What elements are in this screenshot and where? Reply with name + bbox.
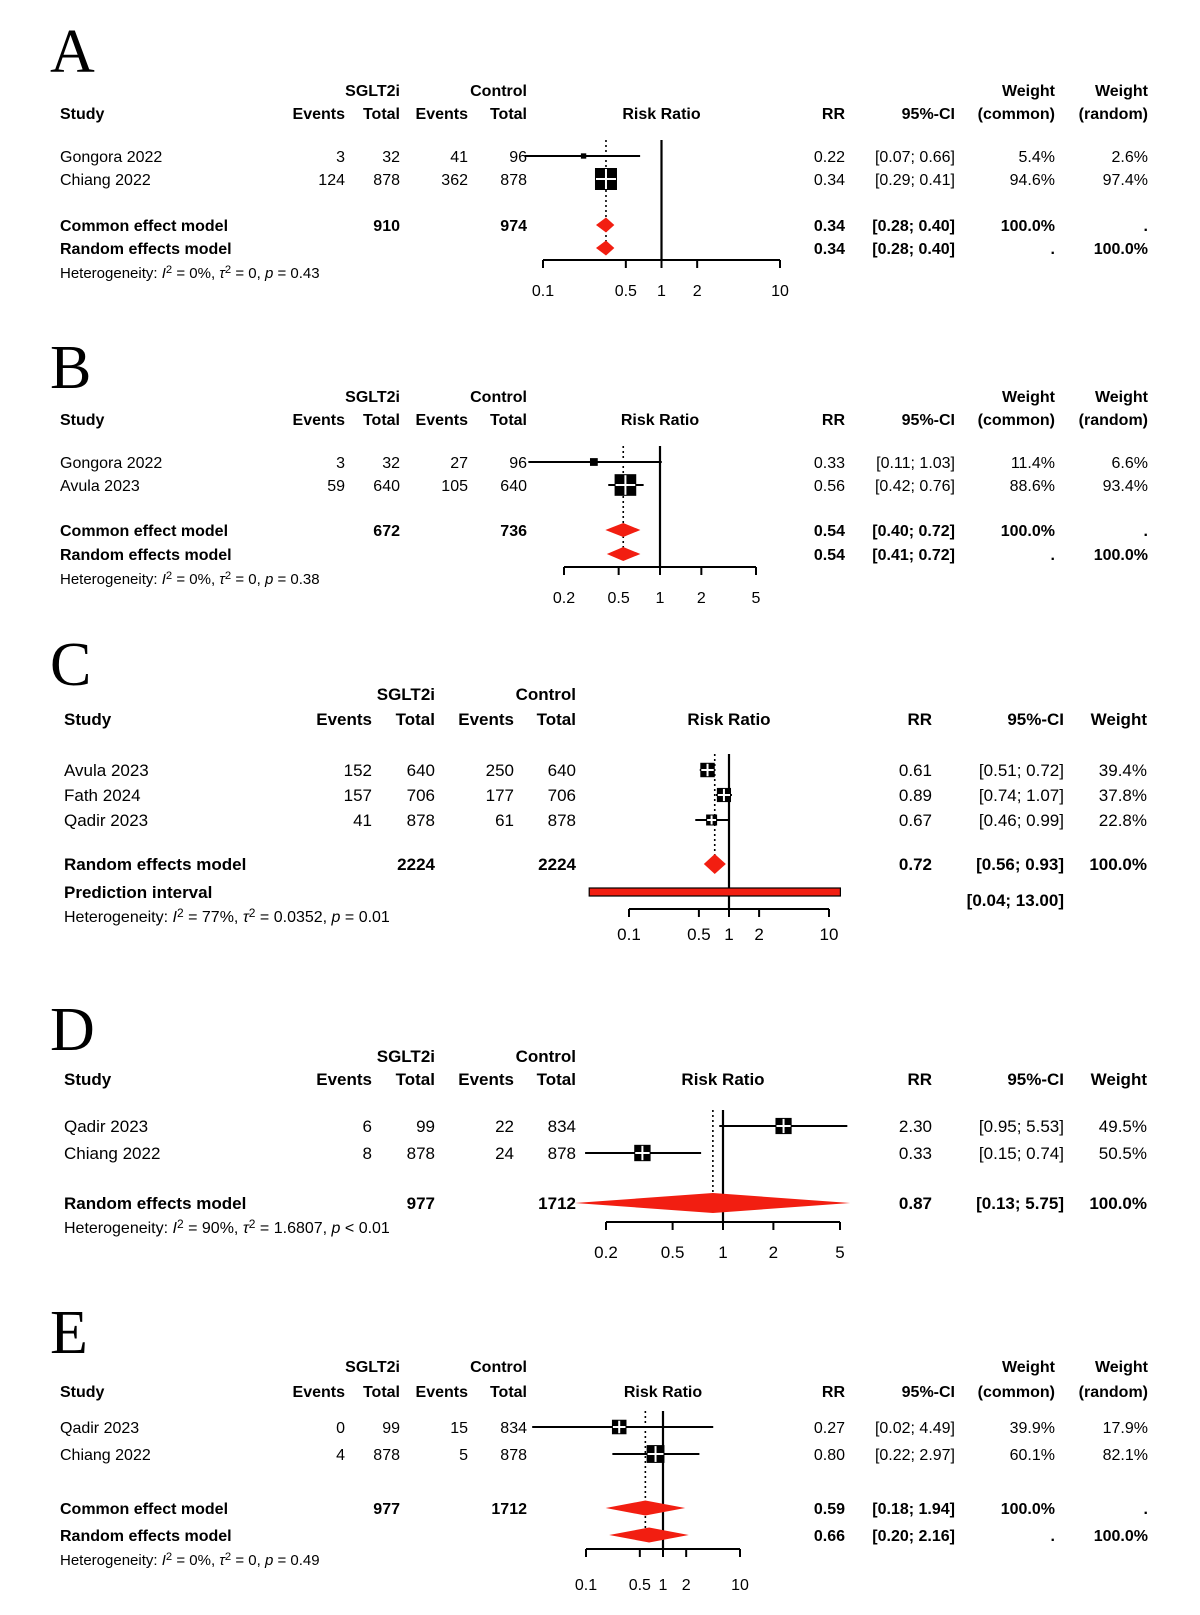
panel-label-A: A — [50, 18, 95, 86]
events-control: 24 — [495, 1144, 514, 1163]
model-weight-common: . — [1050, 241, 1055, 258]
model-ci-value: [0.41; 0.72] — [872, 547, 955, 564]
model-total-treatment: 672 — [373, 523, 400, 540]
study-name: Qadir 2023 — [60, 1420, 140, 1437]
pooled-effect-diamond — [606, 1501, 686, 1516]
column-header: Total — [395, 1070, 435, 1089]
ci-value: [0.15; 0.74] — [978, 1144, 1064, 1163]
total-treatment: 32 — [382, 149, 400, 166]
weight-random: 93.4% — [1102, 478, 1148, 495]
panel-E — [50, 1299, 1149, 1594]
column-header: Total — [395, 710, 435, 729]
panel-A — [50, 18, 1149, 300]
weight-common: 50.5% — [1098, 1144, 1147, 1163]
events-control: 5 — [459, 1447, 468, 1464]
pooled-effect-diamond — [596, 218, 614, 233]
model-weight-common: . — [1050, 1528, 1055, 1545]
events-control: 15 — [450, 1420, 468, 1437]
x-axis-tick-label: 0.5 — [660, 1243, 685, 1262]
column-header: Events — [458, 710, 514, 729]
column-header: Study — [60, 1384, 105, 1401]
total-treatment: 640 — [406, 761, 435, 780]
events-treatment: 41 — [353, 811, 372, 830]
column-header: Study — [64, 1070, 112, 1089]
model-ci-value: [0.56; 0.93] — [976, 855, 1064, 874]
column-header: 95%-CI — [1007, 1070, 1064, 1089]
model-label: Random effects model — [60, 241, 232, 258]
total-treatment: 640 — [373, 478, 400, 495]
ci-value: [0.42; 0.76] — [874, 478, 955, 495]
study-name: Gongora 2022 — [60, 455, 163, 472]
column-header: Events — [415, 1384, 468, 1401]
column-header: Study — [60, 106, 105, 123]
x-axis-tick-label: 1 — [718, 1243, 728, 1262]
rr-value: 0.61 — [898, 761, 932, 780]
column-header: (random) — [1078, 106, 1148, 123]
column-header: Weight — [1090, 710, 1147, 729]
column-group-header: SGLT2i — [345, 1359, 400, 1376]
x-axis-tick-label: 10 — [771, 283, 789, 300]
model-weight-common: 100.0% — [1000, 523, 1055, 540]
events-control: 250 — [485, 761, 514, 780]
weight-random: 2.6% — [1111, 149, 1148, 166]
events-treatment: 0 — [336, 1420, 345, 1437]
panel-C — [50, 631, 1147, 944]
total-control: 878 — [500, 1447, 527, 1464]
effect-measure-header: Risk Ratio — [620, 412, 700, 429]
model-label: Random effects model — [64, 855, 247, 874]
x-axis-tick-label: 0.1 — [531, 283, 555, 300]
model-total-control: 2224 — [538, 855, 576, 874]
column-group-header: Weight — [1001, 389, 1055, 406]
column-header: (common) — [977, 1384, 1055, 1401]
column-header: (random) — [1078, 1384, 1148, 1401]
column-header: (random) — [1078, 412, 1148, 429]
column-header: Events — [292, 412, 345, 429]
x-axis-tick-label: 2 — [681, 1577, 691, 1594]
ci-value: [0.02; 4.49] — [874, 1420, 955, 1437]
total-treatment: 706 — [406, 786, 435, 805]
column-header: Events — [292, 106, 345, 123]
weight-random: 6.6% — [1111, 455, 1148, 472]
events-control: 22 — [495, 1117, 514, 1136]
study-name: Avula 2023 — [60, 478, 140, 495]
model-total-treatment: 2224 — [397, 855, 435, 874]
model-rr-value: 0.34 — [813, 218, 845, 235]
weight-common: 11.4% — [1010, 455, 1055, 472]
ci-value: [0.74; 1.07] — [978, 786, 1064, 805]
panel-label-D: D — [50, 996, 95, 1064]
total-control: 834 — [547, 1117, 576, 1136]
column-group-header: SGLT2i — [376, 685, 435, 704]
column-header: Events — [292, 1384, 345, 1401]
model-total-control: 974 — [500, 218, 527, 235]
total-control: 706 — [547, 786, 576, 805]
column-header: Events — [458, 1070, 514, 1089]
total-treatment: 878 — [406, 811, 435, 830]
column-header: Total — [536, 1070, 576, 1089]
column-header: (common) — [977, 412, 1055, 429]
x-axis-tick-label: 2 — [768, 1243, 779, 1262]
total-control: 878 — [547, 1144, 576, 1163]
column-header: RR — [821, 412, 845, 429]
model-ci-value: [0.18; 1.94] — [872, 1501, 955, 1518]
rr-value: 0.33 — [813, 455, 845, 472]
x-axis-tick-label: 1 — [658, 1577, 668, 1594]
events-treatment: 8 — [362, 1144, 372, 1163]
x-axis-tick-label: 2 — [692, 283, 702, 300]
weight-common: 60.1% — [1009, 1447, 1055, 1464]
total-treatment: 878 — [373, 172, 400, 189]
total-control: 640 — [547, 761, 576, 780]
model-weight-random: . — [1143, 523, 1148, 540]
study-name: Gongora 2022 — [60, 149, 163, 166]
x-axis-tick-label: 1 — [657, 283, 666, 300]
events-control: 61 — [495, 811, 514, 830]
weight-common: 39.4% — [1098, 761, 1147, 780]
x-axis-tick-label: 1 — [724, 925, 734, 944]
model-total-control: 1712 — [538, 1194, 576, 1213]
pooled-effect-diamond — [607, 547, 641, 561]
total-control: 878 — [500, 172, 527, 189]
model-weight-random: 100.0% — [1093, 241, 1148, 258]
column-header: Total — [489, 1384, 527, 1401]
model-total-control: 1712 — [491, 1501, 527, 1518]
model-weight-common: 100.0% — [1000, 218, 1055, 235]
total-control: 834 — [500, 1420, 527, 1437]
events-treatment: 3 — [336, 455, 345, 472]
total-control: 878 — [547, 811, 576, 830]
x-axis-tick-label: 5 — [751, 590, 761, 607]
column-group-header: Control — [470, 83, 527, 100]
point-estimate-square — [590, 458, 598, 466]
column-header: Total — [489, 412, 527, 429]
column-group-header: Control — [470, 1359, 527, 1376]
model-ci-value: [0.20; 2.16] — [872, 1528, 955, 1545]
column-header: Total — [536, 710, 576, 729]
x-axis-tick-label: 0.1 — [617, 925, 641, 944]
events-treatment: 152 — [343, 761, 372, 780]
rr-value: 2.30 — [898, 1117, 932, 1136]
study-name: Chiang 2022 — [60, 1447, 151, 1464]
column-header: RR — [821, 106, 845, 123]
prediction-interval-label: Prediction interval — [64, 883, 213, 902]
panel-label-B: B — [50, 334, 92, 402]
panel-B — [50, 334, 1149, 607]
column-group-header: Weight — [1001, 1359, 1055, 1376]
rr-value: 0.89 — [898, 786, 932, 805]
x-axis-tick-label: 10 — [731, 1577, 749, 1594]
x-axis-tick-label: 5 — [835, 1243, 845, 1262]
events-treatment: 124 — [318, 172, 345, 189]
column-header: 95%-CI — [901, 1384, 955, 1401]
column-header: RR — [907, 710, 932, 729]
model-total-treatment: 977 — [373, 1501, 400, 1518]
study-name: Qadir 2023 — [64, 1117, 149, 1136]
model-total-treatment: 910 — [373, 218, 400, 235]
model-label: Random effects model — [64, 1194, 247, 1213]
column-header: Weight — [1090, 1070, 1147, 1089]
panel-label-E: E — [50, 1299, 88, 1367]
x-axis-tick-label: 0.1 — [574, 1577, 598, 1594]
model-weight-common: 100.0% — [1089, 855, 1147, 874]
pooled-effect-diamond — [596, 241, 614, 256]
column-header: Events — [316, 710, 372, 729]
events-treatment: 157 — [343, 786, 372, 805]
study-name: Chiang 2022 — [64, 1144, 161, 1163]
rr-value: 0.56 — [813, 478, 845, 495]
column-header: 95%-CI — [901, 412, 955, 429]
events-treatment: 3 — [336, 149, 345, 166]
x-axis-tick-label: 2 — [754, 925, 764, 944]
column-group-header: Control — [515, 1047, 576, 1066]
weight-random: 82.1% — [1102, 1447, 1148, 1464]
rr-value: 0.67 — [898, 811, 932, 830]
heterogeneity-stats: Heterogeneity: $I^2 = 0\%$, $\tau^2 = 0$, p = 0.38 — [60, 570, 320, 588]
model-weight-common: 100.0% — [1089, 1194, 1147, 1213]
model-ci-value: [0.28; 0.40] — [872, 218, 955, 235]
effect-measure-header: Risk Ratio — [681, 1070, 765, 1089]
model-rr-value: 0.66 — [813, 1528, 845, 1545]
effect-measure-header: Risk Ratio — [623, 1384, 703, 1401]
column-header: Total — [362, 106, 400, 123]
model-ci-value: [0.40; 0.72] — [872, 523, 955, 540]
point-estimate-square — [581, 153, 586, 158]
weight-common: 37.8% — [1098, 786, 1147, 805]
model-rr-value: 0.87 — [898, 1194, 932, 1213]
events-treatment: 6 — [362, 1117, 372, 1136]
ci-value: [0.95; 5.53] — [978, 1117, 1064, 1136]
model-total-treatment: 977 — [406, 1194, 435, 1213]
events-treatment: 59 — [327, 478, 345, 495]
study-name: Fath 2024 — [64, 786, 141, 805]
weight-common: 94.6% — [1009, 172, 1055, 189]
model-weight-random: 100.0% — [1093, 547, 1148, 564]
total-control: 96 — [509, 149, 527, 166]
column-header: 95%-CI — [901, 106, 955, 123]
model-total-control: 736 — [500, 523, 527, 540]
rr-value: 0.33 — [898, 1144, 932, 1163]
column-group-header: Control — [470, 389, 527, 406]
column-group-header: SGLT2i — [345, 83, 400, 100]
x-axis-tick-label: 0.5 — [607, 590, 630, 607]
total-treatment: 878 — [373, 1447, 400, 1464]
column-header: Study — [64, 710, 112, 729]
ci-value: [0.29; 0.41] — [874, 172, 955, 189]
study-name: Avula 2023 — [64, 761, 149, 780]
model-weight-random: . — [1143, 218, 1148, 235]
model-rr-value: 0.54 — [813, 547, 845, 564]
total-control: 640 — [500, 478, 527, 495]
pooled-effect-diamond — [575, 1193, 850, 1213]
rr-value: 0.34 — [813, 172, 845, 189]
events-control: 177 — [485, 786, 514, 805]
model-label: Random effects model — [60, 1528, 232, 1545]
prediction-interval-ci: [0.04; 13.00] — [966, 891, 1064, 910]
events-treatment: 4 — [336, 1447, 345, 1464]
heterogeneity-stats: Heterogeneity: $I^2 = 0\%$, $\tau^2 = 0$, p = 0.43 — [60, 264, 320, 282]
model-ci-value: [0.13; 5.75] — [976, 1194, 1064, 1213]
column-header: Study — [60, 412, 105, 429]
pooled-effect-diamond — [609, 1528, 689, 1543]
x-axis-tick-label: 0.2 — [594, 1243, 618, 1262]
column-header: Events — [415, 106, 468, 123]
column-header: Total — [489, 106, 527, 123]
ci-value: [0.11; 1.03] — [876, 455, 955, 472]
study-name: Qadir 2023 — [64, 811, 149, 830]
column-header: Events — [316, 1070, 372, 1089]
column-header: Total — [362, 1384, 400, 1401]
x-axis-tick-label: 0.2 — [552, 590, 576, 607]
x-axis-tick-label: 0.5 — [687, 925, 711, 944]
model-rr-value: 0.59 — [813, 1501, 845, 1518]
events-control: 41 — [450, 149, 468, 166]
pooled-effect-diamond — [704, 854, 726, 874]
x-axis-tick-label: 0.5 — [628, 1577, 651, 1594]
column-group-header: Weight — [1094, 1359, 1148, 1376]
x-axis-tick-label: 0.5 — [614, 283, 637, 300]
model-weight-common: . — [1050, 547, 1055, 564]
heterogeneity-stats: Heterogeneity: $I^2 = 77\%$, $\tau^2 = 0.0352$, p = 0.01 — [64, 906, 390, 926]
column-header: 95%-CI — [1007, 710, 1064, 729]
model-rr-value: 0.34 — [813, 241, 845, 258]
weight-random: 17.9% — [1102, 1420, 1148, 1437]
events-control: 362 — [441, 172, 468, 189]
effect-measure-header: Risk Ratio — [622, 106, 701, 123]
model-label: Common effect model — [60, 523, 229, 540]
heterogeneity-stats: Heterogeneity: $I^2 = 0\%$, $\tau^2 = 0$, p = 0.49 — [60, 1551, 320, 1569]
column-group-header: SGLT2i — [345, 389, 400, 406]
column-group-header: Control — [515, 685, 576, 704]
column-header: Total — [362, 412, 400, 429]
total-treatment: 99 — [382, 1420, 400, 1437]
events-control: 27 — [450, 455, 468, 472]
panel-label-C: C — [50, 631, 92, 699]
model-weight-random: . — [1143, 1501, 1148, 1518]
weight-common: 22.8% — [1098, 811, 1147, 830]
total-control: 96 — [509, 455, 527, 472]
total-treatment: 99 — [416, 1117, 435, 1136]
model-rr-value: 0.72 — [898, 855, 932, 874]
events-control: 105 — [441, 478, 468, 495]
model-rr-value: 0.54 — [813, 523, 845, 540]
study-name: Chiang 2022 — [60, 172, 151, 189]
column-group-header: Weight — [1001, 83, 1055, 100]
x-axis-tick-label: 10 — [819, 925, 839, 944]
model-weight-common: 100.0% — [1000, 1501, 1055, 1518]
weight-common: 5.4% — [1018, 149, 1055, 166]
model-label: Common effect model — [60, 218, 229, 235]
panel-D — [50, 996, 1147, 1262]
pooled-effect-diamond — [605, 523, 640, 537]
rr-value: 0.80 — [813, 1447, 845, 1464]
column-group-header: Weight — [1094, 389, 1148, 406]
rr-value: 0.27 — [813, 1420, 845, 1437]
model-ci-value: [0.28; 0.40] — [872, 241, 955, 258]
column-header: RR — [907, 1070, 932, 1089]
weight-common: 49.5% — [1098, 1117, 1147, 1136]
ci-value: [0.51; 0.72] — [978, 761, 1064, 780]
column-header: (common) — [977, 106, 1055, 123]
column-header: RR — [821, 1384, 845, 1401]
column-header: Events — [415, 412, 468, 429]
ci-value: [0.22; 2.97] — [874, 1447, 955, 1464]
model-weight-random: 100.0% — [1093, 1528, 1148, 1545]
weight-common: 39.9% — [1009, 1420, 1055, 1437]
rr-value: 0.22 — [813, 149, 845, 166]
column-group-header: SGLT2i — [376, 1047, 435, 1066]
total-treatment: 878 — [406, 1144, 435, 1163]
weight-random: 97.4% — [1102, 172, 1148, 189]
model-label: Common effect model — [60, 1501, 229, 1518]
ci-value: [0.07; 0.66] — [874, 149, 955, 166]
column-group-header: Weight — [1094, 83, 1148, 100]
effect-measure-header: Risk Ratio — [687, 710, 771, 729]
x-axis-tick-label: 2 — [696, 590, 706, 607]
ci-value: [0.46; 0.99] — [978, 811, 1064, 830]
x-axis-tick-label: 1 — [655, 590, 665, 607]
model-label: Random effects model — [60, 547, 232, 564]
total-treatment: 32 — [382, 455, 400, 472]
heterogeneity-stats: Heterogeneity: $I^2 = 90\%$, $\tau^2 = 1.6807$, p < 0.01 — [64, 1217, 390, 1237]
prediction-interval-bar — [589, 888, 840, 896]
weight-common: 88.6% — [1009, 478, 1055, 495]
